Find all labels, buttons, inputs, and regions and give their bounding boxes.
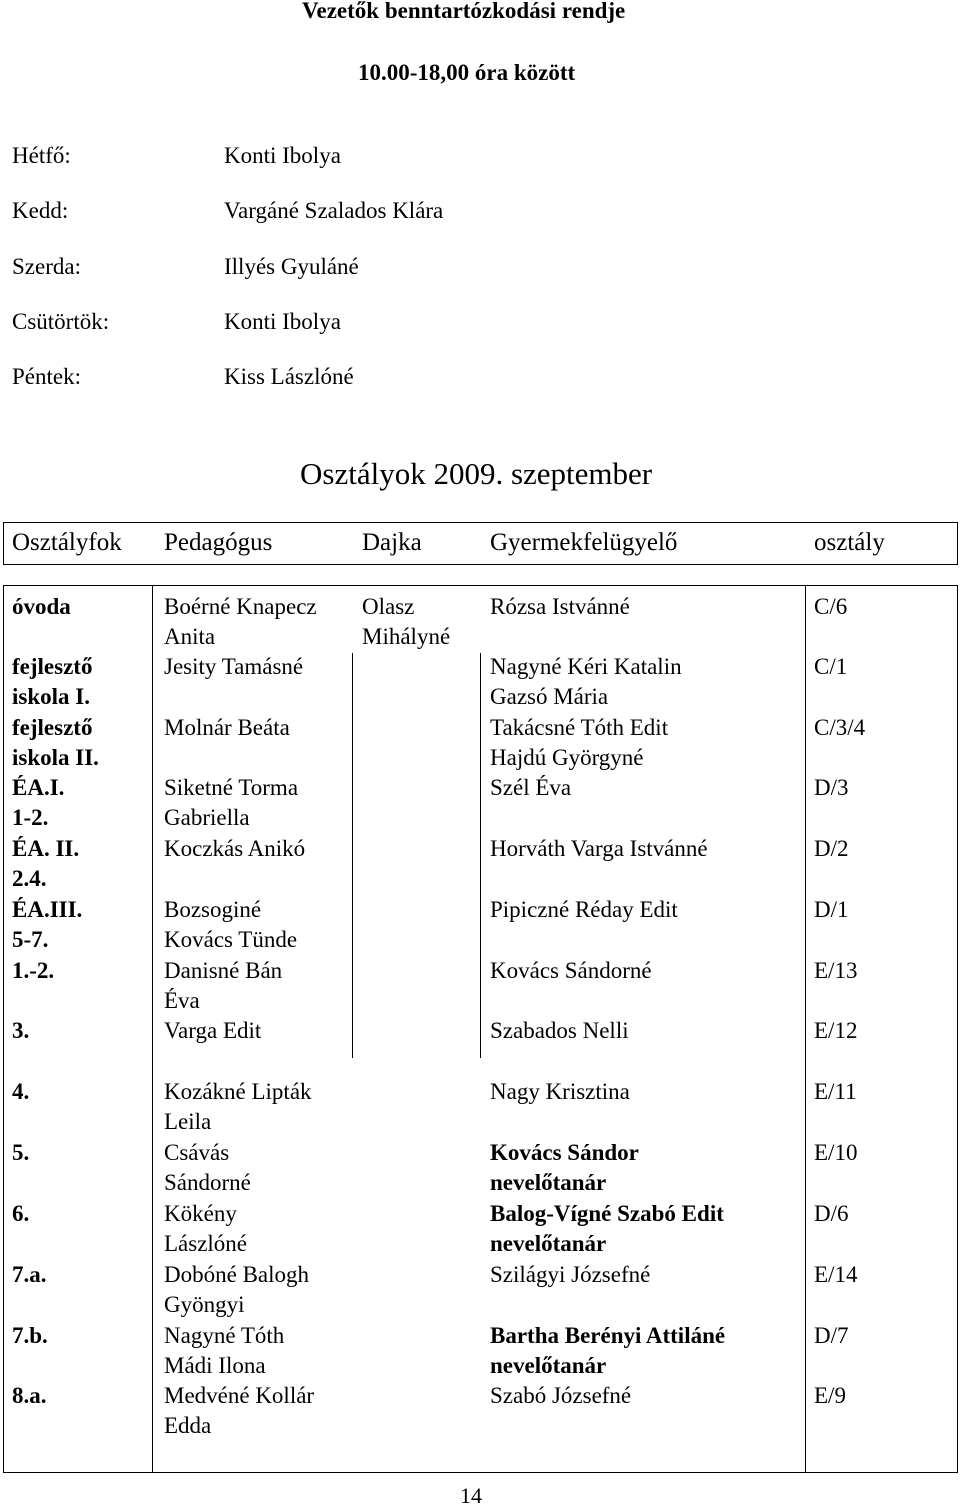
- cell-supervisor: nevelőtanár: [490, 1170, 607, 1195]
- cell-grade: 8.a.: [12, 1383, 47, 1408]
- cell-supervisor: Bartha Berényi Attiláné: [490, 1323, 726, 1348]
- cell-grade: 1.-2.: [12, 958, 55, 983]
- cell-teacher: Danisné Bán: [164, 958, 283, 983]
- cell-teacher: Nagyné Tóth: [164, 1323, 285, 1348]
- day-leader: Konti Ibolya: [224, 309, 341, 334]
- cell-teacher: Csávás: [164, 1140, 230, 1165]
- cell-supervisor: Kovács Sándorné: [490, 958, 652, 983]
- cell-room: D/7: [814, 1323, 849, 1348]
- cell-grade: ÉA.III.: [12, 897, 83, 922]
- header-room: osztály: [814, 529, 885, 556]
- schedule-title: Vezetők benntartózkodási rendje: [302, 0, 626, 23]
- column-divider: [805, 585, 806, 1473]
- cell-room: E/10: [814, 1140, 858, 1165]
- column-divider: [480, 653, 481, 1058]
- cell-grade: iskola I.: [12, 684, 90, 709]
- cell-room: D/1: [814, 897, 849, 922]
- day-label: Szerda:: [12, 254, 81, 279]
- cell-supervisor: Takácsné Tóth Edit: [490, 715, 669, 740]
- cell-room: E/14: [814, 1262, 858, 1287]
- cell-room: E/12: [814, 1018, 858, 1043]
- day-leader: Kiss Lászlóné: [224, 364, 354, 389]
- day-leader: Vargáné Szalados Klára: [224, 198, 444, 223]
- cell-teacher: Sándorné: [164, 1170, 251, 1195]
- cell-supervisor: Szilágyi Józsefné: [490, 1262, 651, 1287]
- classes-title: Osztályok 2009. szeptember: [300, 456, 653, 491]
- cell-teacher: Varga Edit: [164, 1018, 262, 1043]
- cell-teacher: Mádi Ilona: [164, 1353, 266, 1378]
- cell-nurse: Olasz: [362, 594, 415, 619]
- cell-teacher: Anita: [164, 624, 216, 649]
- cell-grade: óvoda: [12, 594, 71, 619]
- day-leader: Konti Ibolya: [224, 143, 341, 168]
- cell-teacher: Molnár Beáta: [164, 715, 290, 740]
- cell-grade: 3.: [12, 1018, 30, 1043]
- schedule-hours: 10.00-18,00 óra között: [358, 60, 576, 85]
- cell-room: D/6: [814, 1201, 849, 1226]
- cell-room: E/9: [814, 1383, 846, 1408]
- day-label: Kedd:: [12, 198, 69, 223]
- cell-supervisor: Nagyné Kéri Katalin: [490, 654, 682, 679]
- cell-supervisor: Kovács Sándor: [490, 1140, 639, 1165]
- cell-room: C/6: [814, 594, 848, 619]
- cell-supervisor: Gazsó Mária: [490, 684, 609, 709]
- cell-grade: 5.: [12, 1140, 30, 1165]
- cell-teacher: Éva: [164, 988, 200, 1013]
- cell-supervisor: nevelőtanár: [490, 1231, 607, 1256]
- header-nurse: Dajka: [362, 529, 422, 556]
- cell-room: D/2: [814, 836, 849, 861]
- cell-teacher: Boérné Knapecz: [164, 594, 317, 619]
- cell-teacher: Medvéné Kollár: [164, 1383, 315, 1408]
- cell-nurse: Mihályné: [362, 624, 451, 649]
- cell-supervisor: Pipiczné Réday Edit: [490, 897, 678, 922]
- cell-grade: 5-7.: [12, 927, 49, 952]
- cell-grade: fejlesztő: [12, 654, 93, 679]
- cell-supervisor: Balog-Vígné Szabó Edit: [490, 1201, 724, 1226]
- cell-supervisor: Nagy Krisztina: [490, 1079, 630, 1104]
- cell-supervisor: Hajdú Györgyné: [490, 745, 644, 770]
- day-label: Péntek:: [12, 364, 81, 389]
- header-supervisor: Gyermekfelügyelő: [490, 529, 678, 556]
- cell-grade: 4.: [12, 1079, 30, 1104]
- cell-room: C/3/4: [814, 715, 866, 740]
- cell-grade: 7.b.: [12, 1323, 48, 1348]
- page-number: 14: [460, 1483, 482, 1508]
- cell-grade: 1-2.: [12, 805, 49, 830]
- header-teacher: Pedagógus: [164, 529, 273, 556]
- cell-supervisor: Rózsa Istvánné: [490, 594, 630, 619]
- cell-grade: ÉA.I.: [12, 775, 65, 800]
- cell-grade: ÉA. II.: [12, 836, 80, 861]
- cell-teacher: Gabriella: [164, 805, 250, 830]
- cell-teacher: Jesity Tamásné: [164, 654, 304, 679]
- cell-teacher: Koczkás Anikó: [164, 836, 306, 861]
- cell-supervisor: Szabados Nelli: [490, 1018, 629, 1043]
- header-grade: Osztályfok: [12, 529, 122, 556]
- cell-teacher: Bozsoginé: [164, 897, 262, 922]
- column-divider: [352, 653, 353, 1058]
- cell-supervisor: Szabó Józsefné: [490, 1383, 632, 1408]
- cell-grade: fejlesztő: [12, 715, 93, 740]
- day-label: Csütörtök:: [12, 309, 110, 334]
- cell-room: D/3: [814, 775, 849, 800]
- cell-teacher: Dobóné Balogh: [164, 1262, 310, 1287]
- day-label: Hétfő:: [12, 143, 71, 168]
- column-divider: [152, 585, 153, 1473]
- cell-teacher: Lászlóné: [164, 1231, 248, 1256]
- cell-grade: 6.: [12, 1201, 30, 1226]
- cell-supervisor: Szél Éva: [490, 775, 572, 800]
- cell-grade: 7.a.: [12, 1262, 47, 1287]
- cell-grade: iskola II.: [12, 745, 99, 770]
- cell-teacher: Leila: [164, 1109, 212, 1134]
- cell-room: E/13: [814, 958, 858, 983]
- cell-supervisor: nevelőtanár: [490, 1353, 607, 1378]
- cell-teacher: Siketné Torma: [164, 775, 299, 800]
- cell-grade: 2.4.: [12, 866, 47, 891]
- cell-teacher: Kökény: [164, 1201, 237, 1226]
- cell-room: E/11: [814, 1079, 857, 1104]
- day-leader: Illyés Gyuláné: [224, 254, 359, 279]
- cell-teacher: Kovács Tünde: [164, 927, 298, 952]
- cell-teacher: Edda: [164, 1413, 212, 1438]
- cell-teacher: Kozákné Lipták: [164, 1079, 312, 1104]
- cell-supervisor: Horváth Varga Istvánné: [490, 836, 708, 861]
- cell-room: C/1: [814, 654, 848, 679]
- cell-teacher: Gyöngyi: [164, 1292, 245, 1317]
